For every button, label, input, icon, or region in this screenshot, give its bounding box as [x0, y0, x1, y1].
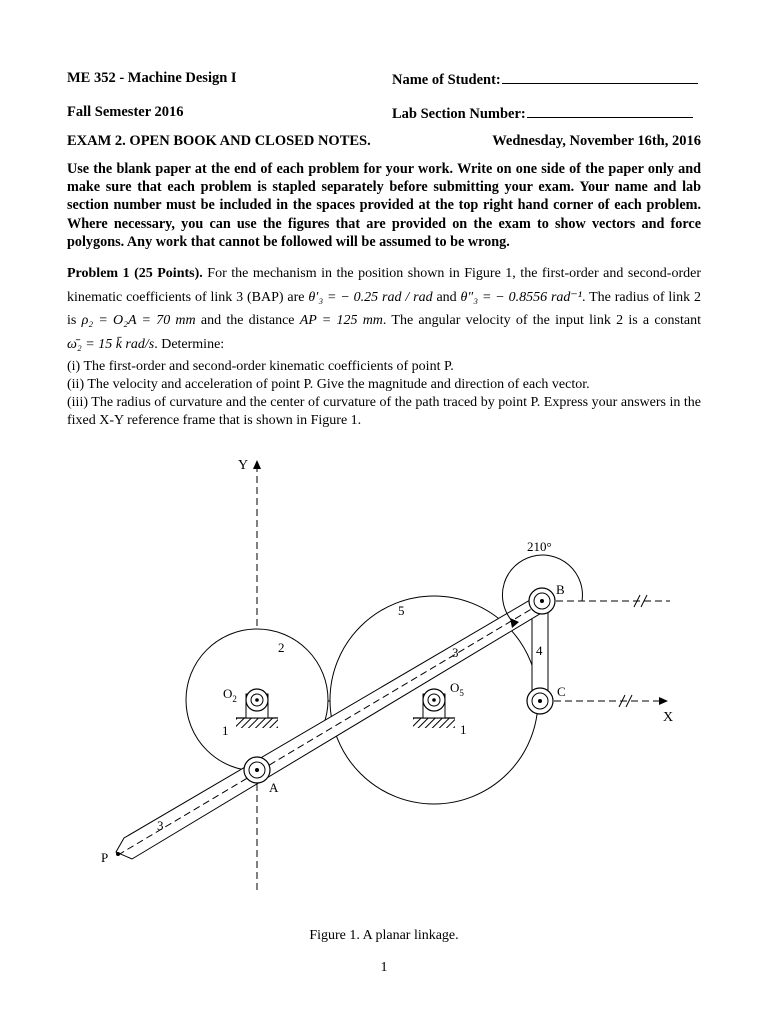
link-3-label-lower: 3 — [157, 818, 164, 833]
ground-o5-hatch — [413, 718, 455, 728]
semester: Fall Semester 2016 — [67, 104, 184, 120]
pivot-o2-label: $O_2$ — [223, 686, 237, 704]
x-axis-label: X — [663, 710, 674, 725]
link-1-label-left: 1 — [222, 723, 229, 738]
link-1-label-right: 1 — [460, 722, 467, 737]
problem-text-4: . The angular velocity of the input link 2 is a constant — [382, 313, 701, 328]
point-a-label: A — [269, 780, 279, 795]
theta3-second-order: θ″₃ = − 0.8556 rad⁻¹ — [460, 289, 582, 305]
lab-section-label: Lab Section Number: — [392, 106, 526, 122]
student-name-label: Name of Student: — [392, 72, 501, 88]
problem-text-3: and the distance — [195, 313, 300, 328]
y-axis-arrowhead — [253, 460, 261, 469]
theta3-first-order: θ′₃ = − 0.25 rad / rad — [308, 289, 433, 305]
problem-and: and — [432, 289, 461, 305]
point-p-marker — [116, 852, 120, 856]
pin-c-center — [538, 699, 542, 703]
pivot-o2-center — [255, 698, 259, 702]
link-2-label: 2 — [278, 640, 285, 655]
question-ii: (ii) The velocity and acceleration of point P. Give the magnitude and direction of each vector. — [67, 377, 590, 392]
link-4-label: 4 — [536, 643, 543, 658]
omega2-value: ω̄₂ = 15 k̄ rad/s — [67, 336, 155, 352]
problem-text-1: For the mechanism in the position shown in Figure 1, the first-order and second-order kinematic coefficients of link 3 (BAP) are — [67, 266, 701, 305]
exam-title: EXAM 2. OPEN BOOK AND CLOSED NOTES. — [67, 133, 371, 149]
point-p-label: P — [101, 850, 109, 865]
pivot-o5-center — [432, 698, 436, 702]
y-axis-label: Y — [238, 458, 249, 473]
ap-distance: AP = 125 mm — [299, 313, 383, 328]
angle-label: 210° — [527, 539, 552, 554]
figure-caption: Figure 1. A planar linkage. — [309, 928, 459, 943]
problem-text-5: . Determine: — [154, 336, 225, 352]
link-5-label: 5 — [398, 603, 405, 618]
pin-b-center — [540, 599, 544, 603]
x-axis-arrowhead — [659, 697, 668, 705]
question-i: (i) The first-order and second-order kinematic coefficients of point P. — [67, 359, 454, 374]
ground-o2-hatch — [236, 718, 278, 728]
course-title: ME 352 - Machine Design I — [67, 70, 237, 86]
link-3-label-upper: 3 — [452, 645, 459, 660]
point-c-label: C — [557, 684, 566, 699]
exam-date: Wednesday, November 16th, 2016 — [492, 133, 701, 149]
problem-heading: Problem 1 (25 Points). — [67, 266, 203, 281]
pin-a-center — [255, 768, 259, 772]
rho2-value: ρ₂ = O₂A = 70 mm — [81, 313, 196, 328]
point-b-label: B — [556, 582, 565, 597]
question-iii: (iii) The radius of curvature and the center of curvature of the path traced by point P. Express your answers in the fixed X-Y reference frame that is shown in Figure 1. — [67, 395, 701, 428]
pivot-o5-label: $O_5$ — [450, 680, 464, 698]
exam-instructions: Use the blank paper at the end of each problem for your work. Write on one side of the paper only and make sure that each problem is stapled separately before submitting your exam. Your name and lab section number must be included in the spaces provided at the top right hand corner of each problem. Where necessary, you can use the figures that are provided on the exam to show vectors and force polygons. Any work that cannot be followed will be assumed to be wrong. — [67, 161, 701, 250]
problem-text-2: . The radius of link 2 is — [67, 289, 701, 328]
page-number: 1 — [380, 960, 388, 975]
